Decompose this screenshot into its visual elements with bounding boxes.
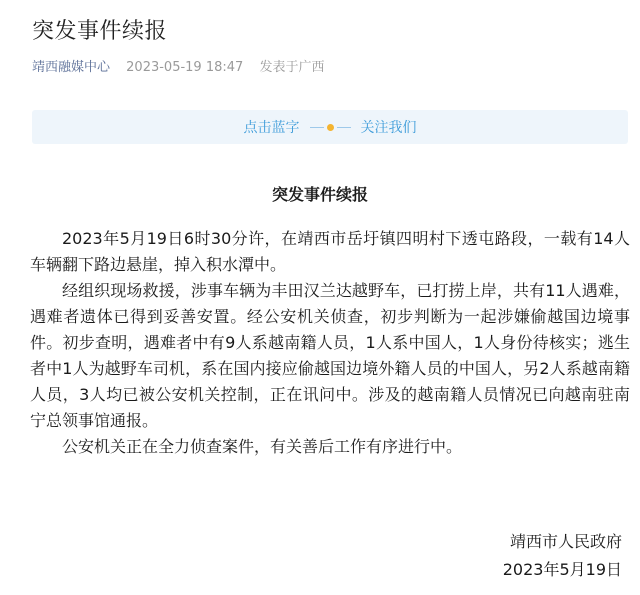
signature-date: 2023年5月19日 [502, 560, 622, 579]
signature-block [503, 528, 622, 584]
article-paragraph: 经组织现场救援，涉事车辆为丰田汉兰达越野车，已打捞上岸，共有11人遇难，遇难者遗体已得到妥善安置。经公安机关侦查，初步判断为一起涉嫌偷越国边境事件。初步查明，遇难者中有9人系越南籍人员，1人系中国人，1人身份待核实；逃生者中1人为越野车司机，系在国内接应偷越国边境外籍人员的中国人，另2人系越南籍人员，3人均已被公安机关控制，正在讯问中。涉及的越南籍人员情况已向越南驻南宁总领事馆通报。 [30, 281, 630, 430]
banner-right-text: 关注我们 [360, 120, 417, 136]
publish-location: 发表于广西 [259, 60, 325, 75]
article-body [30, 226, 630, 460]
publish-datetime: 2023-05-19 18:47 [126, 60, 244, 75]
article-paragraph: 2023年5月19日6时30分许，在靖西市岳圩镇四明村下透屯路段，一载有14人车辆翻下路边悬崖，掉入积水潭中。 [30, 229, 630, 274]
account-name-link[interactable]: 靖西融媒中心 [32, 60, 111, 75]
article-title: 突发事件续报 [271, 185, 368, 204]
banner-divider-icon [310, 124, 351, 131]
banner-left-text: 点击蓝字 [243, 120, 300, 136]
article-paragraph: 公安机关正在全力侦查案件，有关善后工作有序进行中。 [62, 437, 463, 456]
article-meta [32, 56, 324, 75]
page-title: 突发事件续报 [32, 19, 168, 44]
signature-org: 靖西市人民政府 [509, 532, 622, 551]
follow-banner[interactable] [32, 110, 628, 144]
